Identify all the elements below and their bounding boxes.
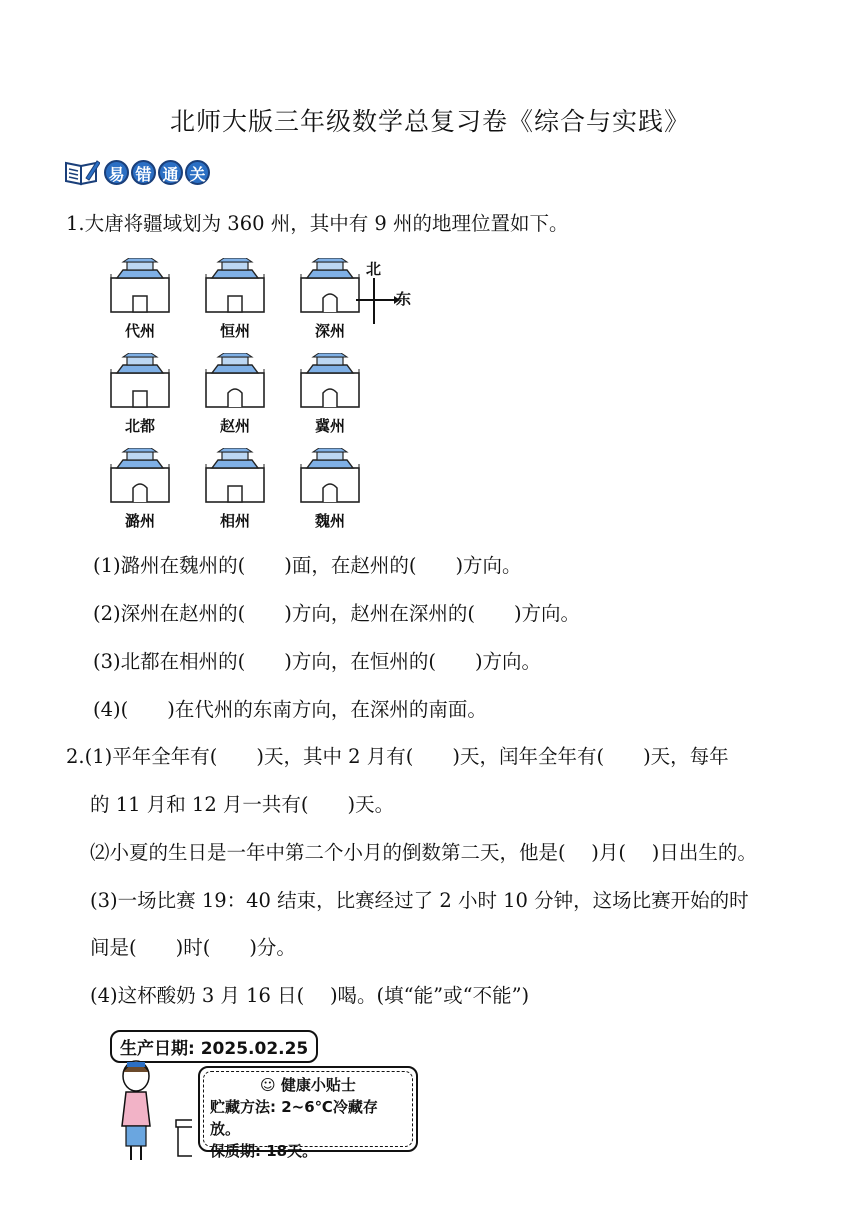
q2-line-2: ⑵小夏的生日是一年中第二个小月的倒数第二天，他是( )月( )日出生的。 bbox=[90, 841, 757, 864]
compass-north: 北 bbox=[366, 260, 382, 278]
city-name: 北都 bbox=[124, 417, 155, 435]
castle-icon bbox=[200, 353, 270, 411]
city-name: 赵州 bbox=[219, 417, 250, 435]
yogurt-illustration bbox=[110, 1030, 430, 1160]
city-castle bbox=[195, 448, 275, 531]
castle-icon bbox=[295, 353, 365, 411]
city-name: 代州 bbox=[124, 322, 155, 340]
question-1-stem: 1.大唐将疆域划为 360 州，其中有 9 州的地理位置如下。 bbox=[66, 212, 569, 235]
tip-storage: 贮藏方法: 2~6℃冷藏存放。 bbox=[210, 1098, 378, 1138]
city-castle bbox=[195, 258, 275, 341]
q2-line-4: (4)这杯酸奶 3 月 16 日( )喝。(填“能”或“不能”) bbox=[90, 984, 530, 1007]
city-castle bbox=[100, 258, 180, 341]
smiley-icon: ☺ bbox=[260, 1076, 276, 1094]
health-tip-box bbox=[198, 1066, 418, 1160]
page-title: 北师大版三年级数学总复习卷《综合与实践》 bbox=[169, 107, 690, 136]
city-castle bbox=[195, 353, 275, 436]
city-castle bbox=[100, 448, 180, 531]
badge-char: 错 bbox=[131, 160, 156, 185]
badge-char: 易 bbox=[104, 160, 129, 185]
city-name: 恒州 bbox=[219, 322, 250, 340]
city-castle bbox=[290, 353, 370, 436]
q2-line-1b: 的 11 月和 12 月一共有( )天。 bbox=[90, 793, 395, 816]
compass-east: 东 bbox=[396, 290, 412, 308]
tip-title: 健康小贴士 bbox=[280, 1076, 356, 1094]
city-castle bbox=[290, 448, 370, 531]
badge-char: 通 bbox=[158, 160, 183, 185]
city-name: 魏州 bbox=[314, 512, 345, 530]
city-castle bbox=[100, 353, 180, 436]
city-name: 潞州 bbox=[124, 512, 155, 530]
q2-line-3: (3)一场比赛 19：40 结束，比赛经过了 2 小时 10 分钟，这场比赛开始的时 bbox=[90, 889, 749, 912]
q1-sub-3: (3)北都在相州的( )方向，在恒州的( )方向。 bbox=[93, 650, 542, 673]
compass bbox=[350, 258, 420, 328]
castle-icon bbox=[200, 448, 270, 506]
castle-icon bbox=[105, 448, 175, 506]
city-name: 冀州 bbox=[314, 417, 345, 435]
girl-figure-icon bbox=[112, 1048, 192, 1168]
city-name: 相州 bbox=[219, 512, 250, 530]
book-pencil-icon bbox=[64, 158, 100, 186]
q2-line-1: 2.(1)平年全年有( )天，其中 2 月有( )天，闰年全年有( )天，每年 bbox=[66, 745, 729, 768]
q2-line-3b: 间是( )时( )分。 bbox=[90, 936, 296, 959]
castle-icon bbox=[295, 448, 365, 506]
castle-icon bbox=[200, 258, 270, 316]
castle-icon bbox=[105, 353, 175, 411]
production-date-label: 生产日期: 2025.02.25 bbox=[110, 1030, 318, 1063]
badge-char: 关 bbox=[185, 160, 210, 185]
q1-sub-2: (2)深州在赵州的( )方向，赵州在深州的( )方向。 bbox=[93, 602, 581, 625]
tip-shelf-life: 保质期: 18天。 bbox=[210, 1142, 318, 1160]
q1-sub-4: (4)( )在代州的东南方向，在深州的南面。 bbox=[93, 698, 487, 721]
q1-sub-1: (1)潞州在魏州的( )面，在赵州的( )方向。 bbox=[93, 554, 522, 577]
city-name: 深州 bbox=[314, 322, 345, 340]
section-badge bbox=[64, 158, 210, 186]
castle-icon bbox=[105, 258, 175, 316]
